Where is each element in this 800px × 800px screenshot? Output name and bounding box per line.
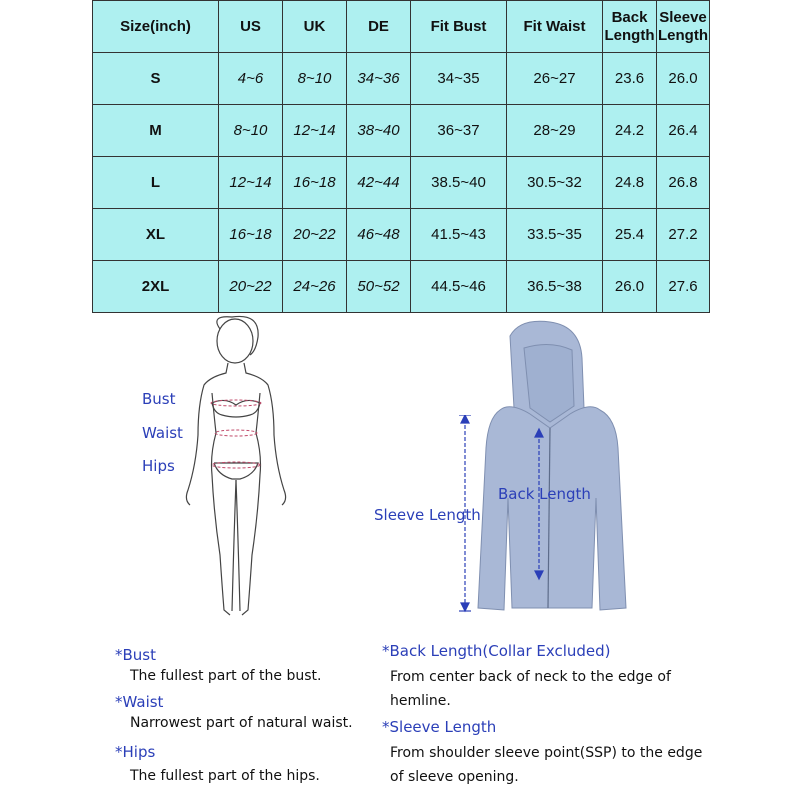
cell-fit-bust: 41.5~43 bbox=[411, 209, 507, 261]
cell-fit-waist: 30.5~32 bbox=[507, 157, 603, 209]
bust-label: Bust bbox=[142, 390, 176, 408]
header-fit-bust: Fit Bust bbox=[411, 1, 507, 53]
cell-uk: 20~22 bbox=[283, 209, 347, 261]
cell-fit-waist: 33.5~35 bbox=[507, 209, 603, 261]
bust-desc-title: *Bust bbox=[115, 646, 156, 664]
bust-desc-text: The fullest part of the bust. bbox=[130, 668, 322, 684]
header-back-length: Back Length bbox=[603, 1, 657, 53]
waist-line bbox=[215, 430, 257, 436]
header-fit-waist: Fit Waist bbox=[507, 1, 603, 53]
cell-uk: 8~10 bbox=[283, 53, 347, 105]
cell-fit-waist: 36.5~38 bbox=[507, 261, 603, 313]
cell-fit-bust: 38.5~40 bbox=[411, 157, 507, 209]
cell-us: 16~18 bbox=[219, 209, 283, 261]
header-de: DE bbox=[347, 1, 411, 53]
cell-sleeve-length: 27.2 bbox=[657, 209, 710, 261]
cell-uk: 24~26 bbox=[283, 261, 347, 313]
body-figure bbox=[170, 315, 310, 625]
table-row bbox=[93, 261, 710, 313]
table-row bbox=[93, 209, 710, 261]
waist-label: Waist bbox=[142, 424, 183, 442]
cell-de: 50~52 bbox=[347, 261, 411, 313]
cell-de: 46~48 bbox=[347, 209, 411, 261]
header-uk: UK bbox=[283, 1, 347, 53]
sleeve-desc-text: From shoulder sleeve point(SSP) to the edge of sleeve opening. bbox=[390, 745, 703, 785]
cell-uk: 16~18 bbox=[283, 157, 347, 209]
table-row bbox=[93, 53, 710, 105]
table-row bbox=[93, 157, 710, 209]
cell-size: 2XL bbox=[93, 261, 219, 313]
cell-us: 8~10 bbox=[219, 105, 283, 157]
cell-us: 4~6 bbox=[219, 53, 283, 105]
cell-us: 12~14 bbox=[219, 157, 283, 209]
header-sleeve-length: Sleeve Length bbox=[657, 1, 710, 53]
back-desc-title: *Back Length(Collar Excluded) bbox=[382, 642, 611, 660]
hips-label: Hips bbox=[142, 457, 175, 475]
cell-back-length: 25.4 bbox=[603, 209, 657, 261]
cell-sleeve-length: 27.6 bbox=[657, 261, 710, 313]
hips-desc-text: The fullest part of the hips. bbox=[130, 768, 320, 784]
back-length-label: Back Length bbox=[498, 485, 591, 503]
cell-de: 38~40 bbox=[347, 105, 411, 157]
head-outline bbox=[217, 319, 253, 363]
cell-size: S bbox=[93, 53, 219, 105]
header-us: US bbox=[219, 1, 283, 53]
waist-desc-title: *Waist bbox=[115, 693, 164, 711]
cell-fit-waist: 28~29 bbox=[507, 105, 603, 157]
cell-back-length: 24.8 bbox=[603, 157, 657, 209]
back-desc-text: From center back of neck to the edge of hemline. bbox=[390, 669, 671, 709]
table-row bbox=[93, 105, 710, 157]
cell-sleeve-length: 26.0 bbox=[657, 53, 710, 105]
table-header-row bbox=[93, 1, 710, 53]
sleeve-length-label: Sleeve Length bbox=[374, 506, 481, 524]
cell-sleeve-length: 26.8 bbox=[657, 157, 710, 209]
cell-de: 42~44 bbox=[347, 157, 411, 209]
sleeve-desc-title: *Sleeve Length bbox=[382, 718, 497, 736]
cell-de: 34~36 bbox=[347, 53, 411, 105]
cell-back-length: 26.0 bbox=[603, 261, 657, 313]
size-chart-table bbox=[92, 0, 710, 313]
cell-fit-waist: 26~27 bbox=[507, 53, 603, 105]
cell-back-length: 24.2 bbox=[603, 105, 657, 157]
cell-us: 20~22 bbox=[219, 261, 283, 313]
cell-size: XL bbox=[93, 209, 219, 261]
cell-fit-bust: 44.5~46 bbox=[411, 261, 507, 313]
cell-back-length: 23.6 bbox=[603, 53, 657, 105]
header-size: Size(inch) bbox=[93, 1, 219, 53]
cell-sleeve-length: 26.4 bbox=[657, 105, 710, 157]
hips-desc-title: *Hips bbox=[115, 743, 156, 761]
cell-fit-bust: 36~37 bbox=[411, 105, 507, 157]
cell-size: L bbox=[93, 157, 219, 209]
waist-desc-text: Narrowest part of natural waist. bbox=[130, 715, 353, 731]
cell-fit-bust: 34~35 bbox=[411, 53, 507, 105]
cell-size: M bbox=[93, 105, 219, 157]
cell-uk: 12~14 bbox=[283, 105, 347, 157]
